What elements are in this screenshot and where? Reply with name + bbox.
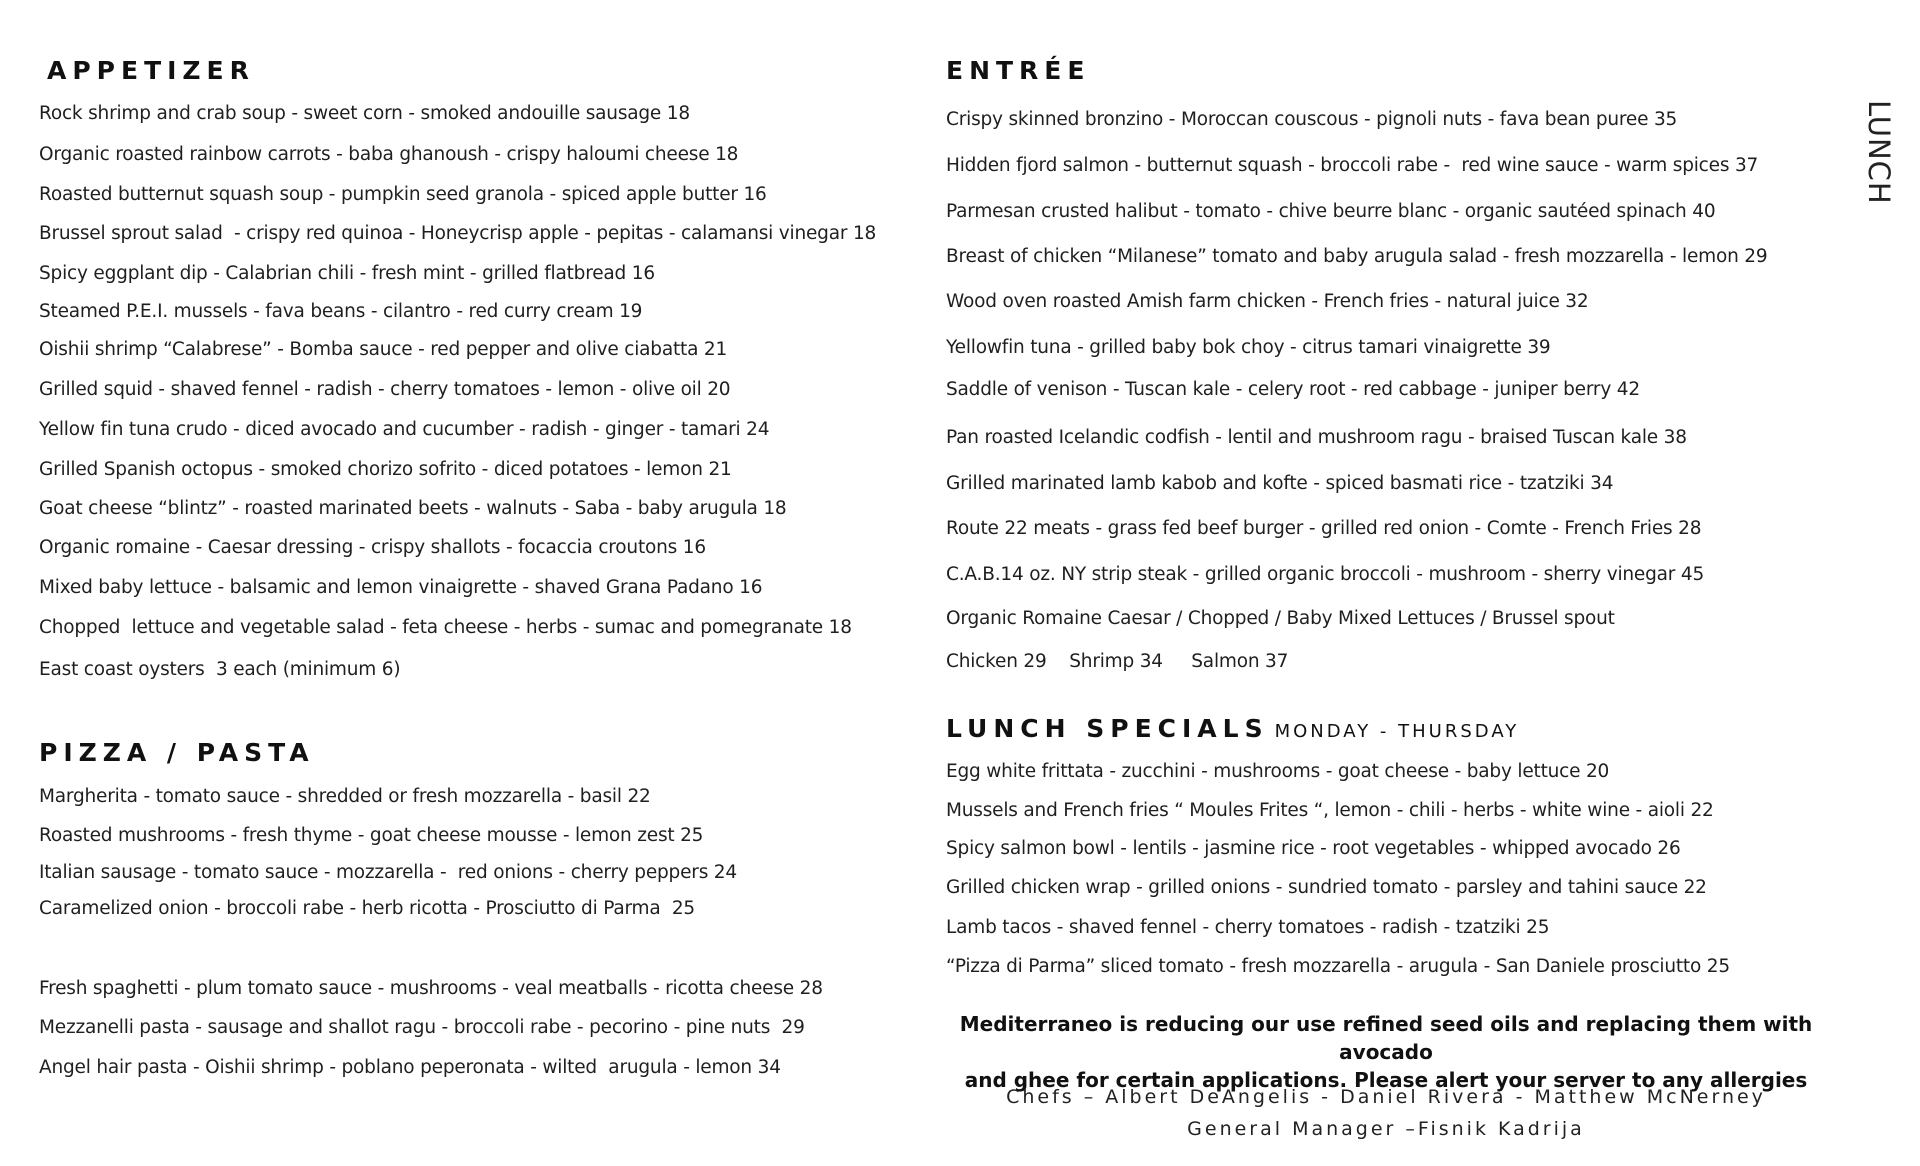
menu-item: Steamed P.E.I. mussels - fava beans - cilantro - red curry cream 19 xyxy=(39,301,643,322)
menu-item: Caramelized onion - broccoli rabe - herb ricotta - Prosciutto di Parma 25 xyxy=(39,898,695,919)
menu-item: Chopped lettuce and vegetable salad - feta cheese - herbs - sumac and pomegranate 18 xyxy=(39,617,852,638)
menu-item: Fresh spaghetti - plum tomato sauce - mushrooms - veal meatballs - ricotta cheese 28 xyxy=(39,978,823,999)
menu-item: Goat cheese “blintz” - roasted marinated beets - walnuts - Saba - baby arugula 18 xyxy=(39,498,787,519)
allergy-notice-line: Mediterraneo is reducing our use refined seed oils and replacing them with avocado xyxy=(959,1012,1813,1064)
menu-item: Grilled Spanish octopus - smoked chorizo sofrito - diced potatoes - lemon 21 xyxy=(39,459,732,480)
menu-item: Grilled marinated lamb kabob and kofte - spiced basmati rice - tzatziki 34 xyxy=(946,473,1614,494)
menu-item: Organic romaine - Caesar dressing - crispy shallots - focaccia croutons 16 xyxy=(39,537,706,558)
chefs-credit: Chefs – Albert DeAngelis - Daniel Rivera - Matthew McNerney xyxy=(1006,1086,1766,1108)
menu-item: Oishii shrimp “Calabrese” - Bomba sauce - red pepper and olive ciabatta 21 xyxy=(39,339,728,360)
menu-item: East coast oysters 3 each (minimum 6) xyxy=(39,659,401,680)
manager-credit: General Manager –Fisnik Kadrija xyxy=(1187,1118,1585,1140)
allergy-notice xyxy=(946,1010,1826,1094)
menu-item: Angel hair pasta - Oishii shrimp - poblano peperonata - wilted arugula - lemon 34 xyxy=(39,1057,781,1078)
menu-item: Crispy skinned bronzino - Moroccan couscous - pignoli nuts - fava bean puree 35 xyxy=(946,109,1678,130)
menu-item: Brussel sprout salad - crispy red quinoa - Honeycrisp apple - pepitas - calamansi vinegar 18 xyxy=(39,223,877,244)
menu-item: Pan roasted Icelandic codfish - lentil and mushroom ragu - braised Tuscan kale 38 xyxy=(946,427,1687,448)
menu-item: Spicy salmon bowl - lentils - jasmine rice - root vegetables - whipped avocado 26 xyxy=(946,838,1681,859)
lunch-specials-title: LUNCH SPECIALS xyxy=(946,714,1269,743)
menu-item: “Pizza di Parma” sliced tomato - fresh mozzarella - arugula - San Daniele prosciutto 25 xyxy=(946,956,1730,977)
menu-item: Roasted butternut squash soup - pumpkin seed granola - spiced apple butter 16 xyxy=(39,184,767,205)
menu-item: Margherita - tomato sauce - shredded or fresh mozzarella - basil 22 xyxy=(39,786,651,807)
menu-item: Mezzanelli pasta - sausage and shallot ragu - broccoli rabe - pecorino - pine nuts 29 xyxy=(39,1017,805,1038)
menu-item: Wood oven roasted Amish farm chicken - French fries - natural juice 32 xyxy=(946,291,1589,312)
menu-item: Mixed baby lettuce - balsamic and lemon vinaigrette - shaved Grana Padano 16 xyxy=(39,577,763,598)
entree-heading: ENTRÉE xyxy=(946,56,1091,85)
menu-item: Saddle of venison - Tuscan kale - celery root - red cabbage - juniper berry 42 xyxy=(946,379,1640,400)
lunch-specials-subtitle: MONDAY - THURSDAY xyxy=(1274,721,1520,742)
menu-item: Italian sausage - tomato sauce - mozzarella - red onions - cherry peppers 24 xyxy=(39,862,737,883)
menu-item: Yellowfin tuna - grilled baby bok choy - citrus tamari vinaigrette 39 xyxy=(946,337,1551,358)
menu-item: Grilled squid - shaved fennel - radish - cherry tomatoes - lemon - olive oil 20 xyxy=(39,379,731,400)
menu-item: Grilled chicken wrap - grilled onions - sundried tomato - parsley and tahini sauce 22 xyxy=(946,877,1707,898)
menu-item: Egg white frittata - zucchini - mushrooms - goat cheese - baby lettuce 20 xyxy=(946,761,1610,782)
menu-item: Breast of chicken “Milanese” tomato and baby arugula salad - fresh mozzarella - lemon 29 xyxy=(946,246,1768,267)
allergy-notice-line: and ghee for certain applications. Please alert your server to any allergies xyxy=(964,1068,1808,1092)
pizza-pasta-heading: PIZZA / PASTA xyxy=(39,738,315,767)
menu-item: Route 22 meats - grass fed beef burger - grilled red onion - Comte - French Fries 28 xyxy=(946,518,1702,539)
menu-item: Lamb tacos - shaved fennel - cherry tomatoes - radish - tzatziki 25 xyxy=(946,917,1550,938)
menu-item: C.A.B.14 oz. NY strip steak - grilled organic broccoli - mushroom - sherry vinegar 45 xyxy=(946,564,1705,585)
menu-item: Rock shrimp and crab soup - sweet corn - smoked andouille sausage 18 xyxy=(39,103,690,124)
menu-item: Organic roasted rainbow carrots - baba ghanoush - crispy haloumi cheese 18 xyxy=(39,144,739,165)
appetizer-heading: APPETIZER xyxy=(47,56,255,85)
menu-item: Roasted mushrooms - fresh thyme - goat cheese mousse - lemon zest 25 xyxy=(39,825,704,846)
menu-item: Spicy eggplant dip - Calabrian chili - fresh mint - grilled flatbread 16 xyxy=(39,263,655,284)
menu-item: Yellow fin tuna crudo - diced avocado and cucumber - radish - ginger - tamari 24 xyxy=(39,419,770,440)
menu-item: Parmesan crusted halibut - tomato - chive beurre blanc - organic sautéed spinach 40 xyxy=(946,201,1716,222)
menu-item: Mussels and French fries “ Moules Frites “, lemon - chili - herbs - white wine - aioli 22 xyxy=(946,800,1714,821)
lunch-specials-heading xyxy=(946,714,1519,743)
lunch-side-label: LUNCH xyxy=(1862,100,1896,205)
menu-item: Chicken 29 Shrimp 34 Salmon 37 xyxy=(946,651,1289,672)
menu-item: Hidden fjord salmon - butternut squash - broccoli rabe - red wine sauce - warm spices 37 xyxy=(946,155,1759,176)
menu-item: Organic Romaine Caesar / Chopped / Baby Mixed Lettuces / Brussel spout xyxy=(946,608,1615,629)
